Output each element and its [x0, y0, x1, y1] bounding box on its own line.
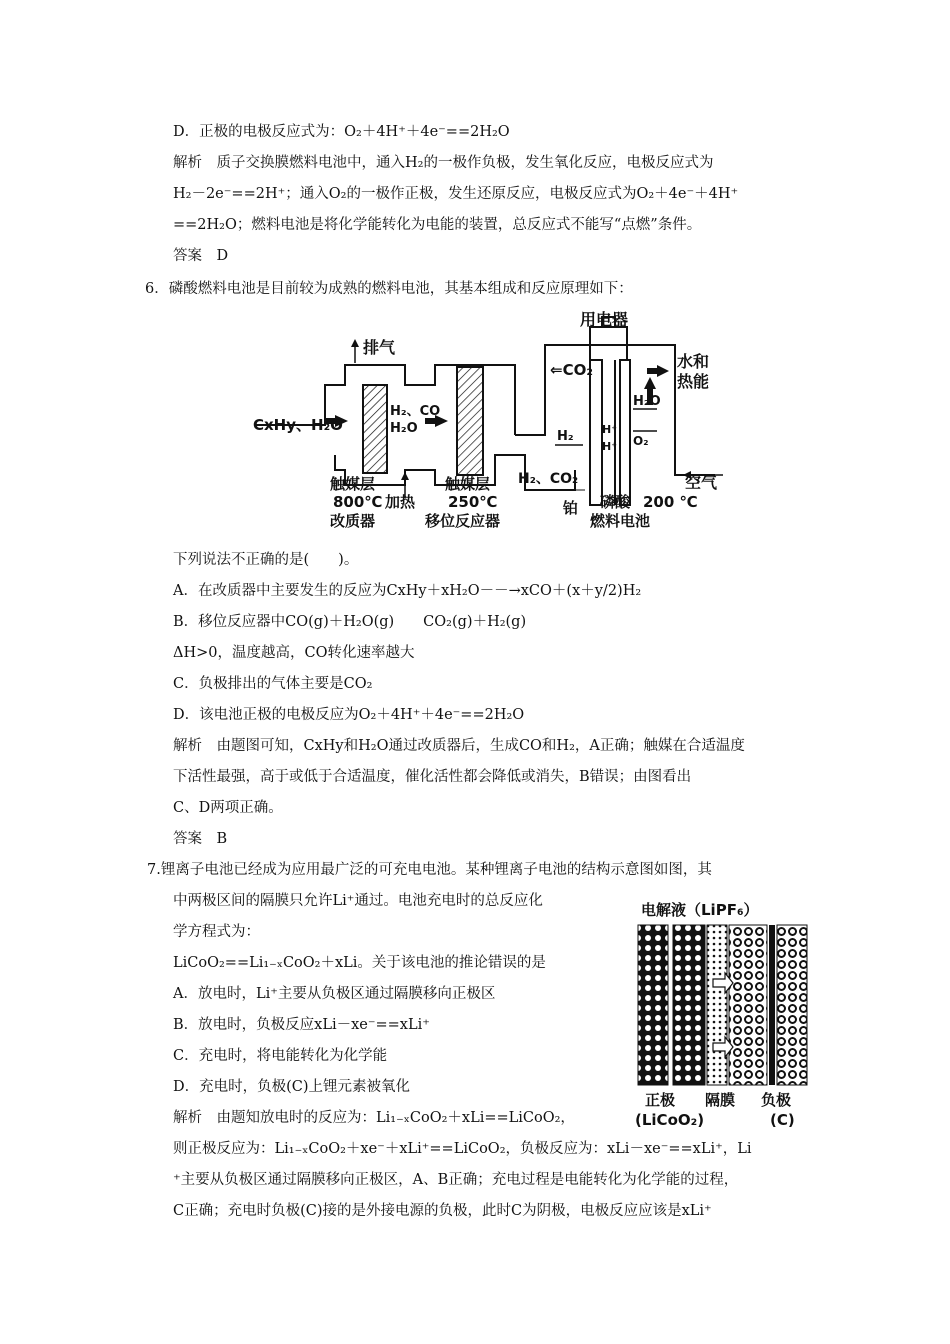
- air-label: 空气: [685, 473, 718, 492]
- h2-co-label-2: H₂O: [390, 421, 418, 436]
- phosphoric-label-2: 燃料电池: [590, 512, 651, 530]
- negative-material-label: (C): [770, 1111, 795, 1129]
- h2o-label: H₂O: [633, 394, 661, 409]
- h2-label: H₂: [557, 429, 574, 444]
- q6-analysis-line-3: C、D两项正确。: [173, 800, 283, 816]
- q7-option-b: B．放电时，负极反应xLi－xe⁻==xLi⁺: [173, 1017, 430, 1033]
- q5-analysis-line-3: ==2H₂O；燃料电池是将化学能转化为电能的装置，总反应式不能写“点燃”条件。: [173, 217, 702, 233]
- co2-out-label: ⇐CO₂: [550, 361, 593, 379]
- q7-analysis-line-1: 解析 由题知放电时的反应为：Li₁₋ₓCoO₂＋xLi==LiCoO₂，: [173, 1110, 575, 1126]
- platinum-label: 铂: [563, 499, 579, 517]
- q7-analysis-line-3: ⁺主要从负极区通过隔膜移向正极区，A、B正确；充电过程是电能转化为化学能的过程，: [173, 1172, 739, 1188]
- q6-option-c: C．负极排出的气体主要是CO₂: [173, 676, 373, 692]
- q7-stem-line-4: LiCoO₂==Li₁₋ₓCoO₂＋xLi。关于该电池的推论错误的是: [173, 955, 546, 971]
- q5-answer: 答案 D: [173, 248, 229, 264]
- temp-800-label: 800℃: [333, 493, 383, 511]
- q7-option-a: A．放电时，Li⁺主要从负极区通过隔膜移向正极区: [173, 986, 496, 1002]
- exhaust-label: 排气: [363, 338, 396, 357]
- q6-option-b-1: B．移位反应器中CO(g)＋H₂O(g) CO₂(g)＋H₂(g): [173, 614, 527, 630]
- reformer-label: 改质器: [330, 512, 376, 530]
- q7-stem-line-2: 中两极区间的隔膜只允许Li⁺通过。电池充电时的总反应化: [173, 893, 543, 909]
- h-plus-label-2: H⁺: [602, 440, 618, 453]
- shift-reactor-label: 移位反应器: [425, 512, 501, 530]
- o2-label: O₂: [633, 434, 649, 448]
- negative-label: 负极: [761, 1091, 792, 1109]
- q6-option-a: A．在改质器中主要发生的反应为CxHy＋xH₂O－－→xCO＋(x＋y/2)H₂: [173, 583, 642, 599]
- q6-question: 下列说法不正确的是( )。: [173, 552, 359, 568]
- q7-option-c: C．充电时，将电能转化为化学能: [173, 1048, 388, 1064]
- q7-analysis-line-4: C正确；充电时负极(C)接的是外接电源的负极，此时C为阴极，电极反应应该是xLi⁺: [173, 1203, 712, 1219]
- q6-answer: 答案 B: [173, 831, 228, 847]
- q7-stem-line-1: 7.锂离子电池已经成为应用最广泛的可充电电池。某种锂离子电池的结构示意图如图，其: [147, 862, 712, 878]
- phosphoric-label-1: 磷酸: [600, 493, 631, 511]
- q5-analysis-line-2: H₂－2e⁻==2H⁺；通入O₂的一极作正极，发生还原反应，电极反应式为O₂＋4e⁻＋4H⁺: [173, 186, 739, 202]
- h-plus-label-1: H⁺: [602, 423, 618, 436]
- q6-stem: 6．磷酸燃料电池是目前较为成熟的燃料电池，其基本组成和反应原理如下：: [145, 281, 633, 297]
- lithium-battery-diagram: [633, 893, 818, 1133]
- q5-option-d: D．正极的电极反应式为：O₂＋4H⁺＋4e⁻==2H₂O: [173, 124, 510, 140]
- electrolyte-label: 电解液（LiPF₆）: [641, 901, 759, 919]
- catalyst-label-1: 触媒层: [330, 475, 376, 493]
- h2-co-label-1: H₂、CO: [390, 404, 441, 419]
- q7-stem-line-3: 学方程式为：: [173, 924, 260, 940]
- q6-option-d: D．该电池正极的电极反应为O₂＋4H⁺＋4e⁻==2H₂O: [173, 707, 525, 723]
- positive-material-label: (LiCoO₂): [635, 1111, 705, 1129]
- q5-analysis-line-1: 解析 质子交换膜燃料电池中，通入H₂的一极作负极，发生氧化反应，电极反应式为: [173, 155, 714, 171]
- heating-label: 加热: [385, 493, 416, 511]
- water-heat-label-1: 水和: [677, 352, 710, 371]
- q6-analysis-line-1: 解析 由题图可知，CxHy和H₂O通过改质器后，生成CO和H₂，A正确；触媒在合适温度: [173, 738, 745, 754]
- appliance-label: 用电器: [580, 310, 629, 329]
- h2-co2-label: H₂、CO₂: [518, 471, 579, 487]
- temp-200-label: 200 ℃: [643, 493, 698, 511]
- temp-250-label: 250℃: [448, 493, 498, 511]
- feed-label: CxHy、H₂O: [253, 416, 343, 434]
- fuel-cell-diagram: [245, 305, 745, 545]
- q6-option-b-2: ΔH>0，温度越高，CO转化速率越大: [173, 645, 415, 661]
- separator-label: 隔膜: [705, 1091, 736, 1109]
- water-heat-label-2: 热能: [677, 372, 710, 391]
- catalyst-label-2: 触媒层: [445, 475, 491, 493]
- q7-analysis-line-2: 则正极反应为：Li₁₋ₓCoO₂＋xe⁻＋xLi⁺==LiCoO₂，负极反应为：xLi－xe⁻==xLi⁺，Li: [173, 1141, 752, 1157]
- q6-analysis-line-2: 下活性最强，高于或低于合适温度，催化活性都会降低或消失，B错误；由图看出: [173, 769, 692, 785]
- q7-option-d: D．充电时，负极(C)上锂元素被氧化: [173, 1079, 411, 1095]
- positive-label: 正极: [645, 1091, 676, 1109]
